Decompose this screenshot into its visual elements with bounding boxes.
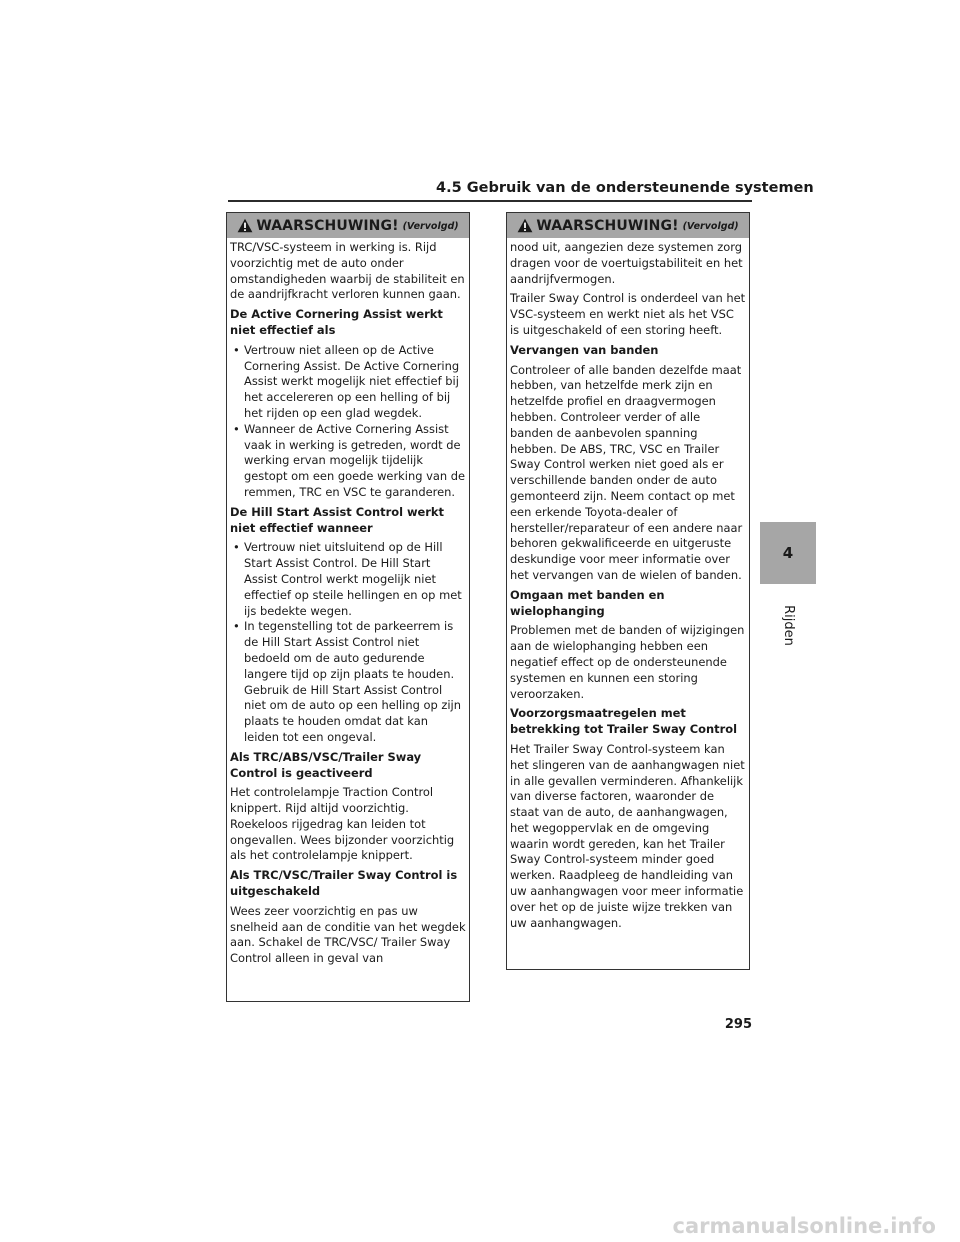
chapter-number: 4 — [782, 544, 794, 562]
warning-header — [507, 213, 749, 238]
section-title: 4.5 Gebruik van de ondersteunende systemen — [436, 180, 814, 196]
warning-triangle-icon — [237, 218, 253, 233]
paragraph-disabled: Wees zeer voorzichtig en pas uw snelheid aan de conditie van het wegdek aan. Schakel de TRC/VSC/ Trailer Sway Control alleen in geval van — [230, 903, 466, 966]
chapter-tab — [760, 522, 816, 584]
warning-title: WAARSCHUWING! — [256, 217, 399, 234]
paragraph-precautions: Het Trailer Sway Control-systeem kan het slingeren van de aanhangwagen niet in alle gevallen verminderen. Afhankelijk van diverse factoren, waaronder de staat van de auto, de aanhangwagen, het wegoppervlak en de omgeving waarin wordt gereden, kan het Trailer Sway Control-systeem minder goed werken. Raadpleeg de handleiding van uw aanhangwagen voor meer informatie over het op de juiste wijze trekken van uw aanhangwagen. — [510, 741, 745, 930]
chapter-label-text: Rijden — [780, 604, 796, 646]
warning-intro: TRC/VSC-systeem in werking is. Rijd voorzichtig met de auto onder omstandigheden waarbij de stabiliteit en de aandrijfkracht verloren kunnen gaan. — [230, 240, 465, 302]
list-item: • Wanneer de Active Cornering Assist vaak in werking is getreden, wordt de werking ervan mogelijk tijdelijk gestopt om een goede werking van de remmen, TRC en VSC te garanderen. — [230, 422, 466, 501]
list-item: • In tegenstelling tot de parkeerrem is de Hill Start Assist Control niet bedoeld om de auto gedurende langere tijd op zijn plaats te houden. Gebruik de Hill Start Assist Control niet om de auto op een helling op zijn plaats te houden omdat dat kan leiden tot een ongeval. — [230, 619, 466, 745]
warning-box-left — [226, 212, 470, 1002]
subheading-precautions: Voorzorgsmaatregelen met betrekking tot Trailer Sway Control — [510, 706, 738, 737]
subheading-disabled: Als TRC/VSC/Trailer Sway Control is uitgeschakeld — [230, 868, 458, 899]
paragraph-tires: Controleer of alle banden dezelfde maat hebben, van hetzelfde merk zijn en hetzelfde profiel en draagvermogen hebben. Controleer verder of alle banden de aanbevolen spanning hebben. De ABS, TRC, VSC en Trailer Sway Control werken niet goed als er verschillende banden onder de auto gemonteerd zijn. Neem contact op met een erkende Toyota-dealer of hersteller/reparateur of een andere naar behoren gekwalificeerde en uitgeruste deskundige voor meer informatie over het vervangen van de wielen of banden. — [510, 362, 743, 582]
warning-continued: (Vervolgd) — [402, 221, 459, 232]
paragraph-trailer-sway: Trailer Sway Control is onderdeel van het VSC-systeem en werkt niet als het VSC is uitgeschakeld of een storing heeft. — [510, 291, 746, 337]
paragraph-activated: Het controlelampje Traction Control knippert. Rijd altijd voorzichtig. Roekeloos rijgedrag kan leiden tot ongevallen. Wees bijzonder voorzichtig als het controlelampje knippert. — [230, 785, 455, 863]
page-number: 295 — [724, 1017, 752, 1032]
subheading-tires: Vervangen van banden — [510, 342, 659, 357]
bullet-list-active-cornering — [230, 343, 466, 501]
paragraph-suspension: Problemen met de banden of wijzigingen aan de wielophanging hebben een negatief effect op de ondersteunende systemen en kunnen een storing veroorzaken. — [510, 623, 745, 701]
chapter-label — [780, 600, 796, 650]
list-item: • Vertrouw niet alleen op de Active Cornering Assist. De Active Cornering Assist werkt mogelijk niet effectief bij het accelereren op een helling of bij het rijden op een glad wegdek. — [230, 343, 466, 422]
header-rule — [228, 200, 752, 202]
watermark: carmanualsonline.info — [672, 1214, 936, 1238]
subheading-suspension: Omgaan met banden en wielophanging — [510, 587, 665, 618]
warning-intro: nood uit, aangezien deze systemen zorg dragen voor de voertuigstabiliteit en het aandrijfvermogen. — [510, 240, 743, 286]
subheading-active-cornering: De Active Cornering Assist werkt niet effectief als — [230, 307, 443, 337]
warning-header — [227, 213, 469, 238]
bullet-list-hill-start — [230, 540, 466, 745]
warning-box-right — [506, 212, 750, 970]
warning-body — [227, 238, 469, 967]
warning-title: WAARSCHUWING! — [536, 217, 679, 234]
warning-body — [507, 238, 749, 931]
list-item: • Vertrouw niet uitsluitend op de Hill Start Assist Control. De Hill Start Assist Control werkt mogelijk niet effectief op steile hellingen en op met ijs bedekte wegen. — [230, 540, 466, 619]
warning-continued: (Vervolgd) — [682, 221, 739, 232]
subheading-activated: Als TRC/ABS/VSC/Trailer Sway Control is geactiveerd — [230, 749, 422, 780]
subheading-hill-start: De Hill Start Assist Control werkt niet effectief wanneer — [230, 504, 445, 535]
warning-triangle-icon — [517, 218, 533, 233]
